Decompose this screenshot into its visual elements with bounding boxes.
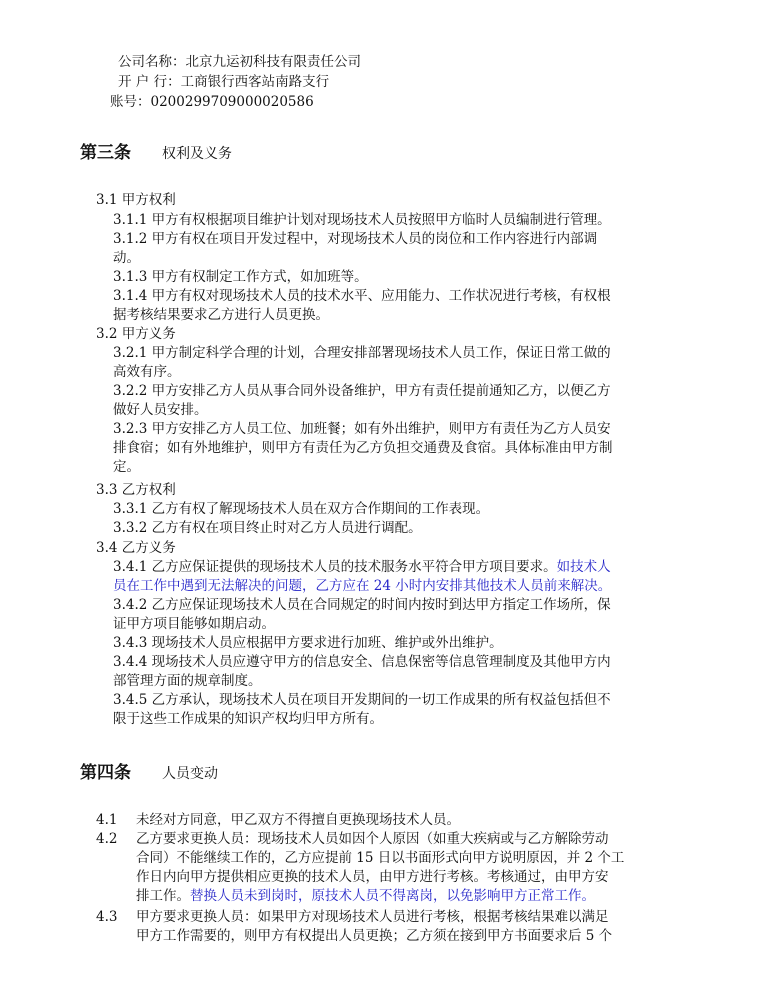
article-3-title: 权利及义务 [162,146,232,162]
clause-3-4-1-text: 3.4.1 乙方应保证提供的现场技术人员的技术服务水平符合甲方项目要求。 [113,559,557,575]
article-4-number: 第四条 [80,763,131,783]
clause-4-2-highlight: 替换人员未到岗时，原技术人员不得离岗，以免影响甲方正常工作。 [190,888,595,904]
clause-3-3-2: 3.3.2 乙方有权在项目终止时对乙方人员进行调配。 [113,520,422,536]
clause-3-4-4-line1: 3.4.4 现场技术人员应遵守甲方的信息安全、信息保密等信息管理制度及其他甲方内 [113,654,611,670]
clause-4-2-line4 [136,886,595,906]
clause-3-4-2-line1: 3.4.2 乙方应保证现场技术人员在合同规定的时间内按时到达甲方指定工作场所，保 [113,597,611,613]
section-3-4-heading: 3.4 乙方义务 [96,540,176,556]
clause-3-4-3: 3.4.3 现场技术人员应根据甲方要求进行加班、维护或外出维护。 [113,635,503,651]
clause-3-2-3-line2: 排食宿；如有外地维护，则甲方有责任为乙方负担交通费及食宿。具体标准由甲方制 [113,440,613,456]
clause-3-2-2-line2: 做好人员安排。 [113,402,208,418]
clause-3-2-3-line3: 定。 [113,459,140,475]
clause-4-1-text: 未经对方同意，甲乙双方不得擅自更换现场技术人员。 [136,812,460,828]
section-3-1-heading: 3.1 甲方权利 [96,192,176,208]
clause-4-2-line2: 合同）不能继续工作的，乙方应提前 15 日以书面形式向甲方说明原因，并 2 个工 [136,850,625,866]
clause-3-4-2-line2: 证甲方项目能够如期启动。 [113,616,275,632]
clause-4-3-line1: 甲方要求更换人员：如果甲方对现场技术人员进行考核，根据考核结果难以满足 [136,909,609,925]
clause-4-3-number: 4.3 [96,909,118,925]
clause-4-2-line4-text: 排工作。 [136,888,190,904]
clause-4-2-line1: 乙方要求更换人员：现场技术人员如因个人原因（如重大疾病或与乙方解除劳动 [136,831,609,847]
clause-3-4-5-line2: 限于这些工作成果的知识产权均归甲方所有。 [113,711,383,727]
clause-3-2-2-line1: 3.2.2 甲方安排乙方人员从事合同外设备维护，甲方有责任提前通知乙方，以便乙方 [113,383,611,399]
section-3-2-heading: 3.2 甲方义务 [96,326,176,342]
clause-4-2-line3: 作日内向甲方提供相应更换的技术人员，由甲方进行考核。考核通过，由甲方安 [136,869,609,885]
section-3-3-heading: 3.3 乙方权利 [96,482,176,498]
clause-4-2-number: 4.2 [96,831,118,847]
clause-3-2-3-line1: 3.2.3 甲方安排乙方人员工位、加班餐；如有外出维护，则甲方有责任为乙方人员安 [113,421,611,437]
clause-3-2-1-line2: 高效有序。 [113,364,181,380]
clause-3-1-1: 3.1.1 甲方有权根据项目维护计划对现场技术人员按照甲方临时人员编制进行管理。 [113,212,611,228]
clause-3-1-4-line2: 据考核结果要求乙方进行人员更换。 [113,307,329,323]
clause-3-4-5-line1: 3.4.5 乙方承认，现场技术人员在项目开发期间的一切工作成果的所有权益包括但不 [113,692,611,708]
clause-4-3-line2: 甲方工作需要的，则甲方有权提出人员更换；乙方须在接到甲方书面要求后 5 个 [136,928,613,944]
clause-3-1-3: 3.1.3 甲方有权制定工作方式，如加班等。 [113,269,368,285]
bank-line: 开 户 行：工商银行西客站南路支行 [118,74,330,90]
company-name-line: 公司名称：北京九运初科技有限责任公司 [118,54,361,70]
clause-3-4-1-highlight: 如技术人 [556,559,611,575]
clause-3-4-4-line2: 部管理方面的规章制度。 [113,673,262,689]
clause-3-4-1-line1 [113,557,611,577]
clause-3-1-4-line1: 3.1.4 甲方有权对现场技术人员的技术水平、应用能力、工作状况进行考核，有权根 [113,288,611,304]
clause-3-2-1-line1: 3.2.1 甲方制定科学合理的计划，合理安排部署现场技术人员工作，保证日常工做的 [113,345,611,361]
article-4-title: 人员变动 [162,766,218,782]
article-3-number: 第三条 [80,143,131,163]
clause-3-4-1-line2-highlight: 员在工作中遇到无法解决的问题，乙方应在 24 小时内安排其他技术人员前来解决。 [113,578,612,594]
clause-3-1-2-line1: 3.1.2 甲方有权在项目开发过程中，对现场技术人员的岗位和工作内容进行内部调 [113,231,598,247]
account-line: 账号：0200299709000020586 [110,94,314,110]
clause-3-1-2-line2: 动。 [113,250,140,266]
clause-3-3-1: 3.3.1 乙方有权了解现场技术人员在双方合作期间的工作表现。 [113,501,490,517]
clause-4-1-number: 4.1 [96,812,118,828]
